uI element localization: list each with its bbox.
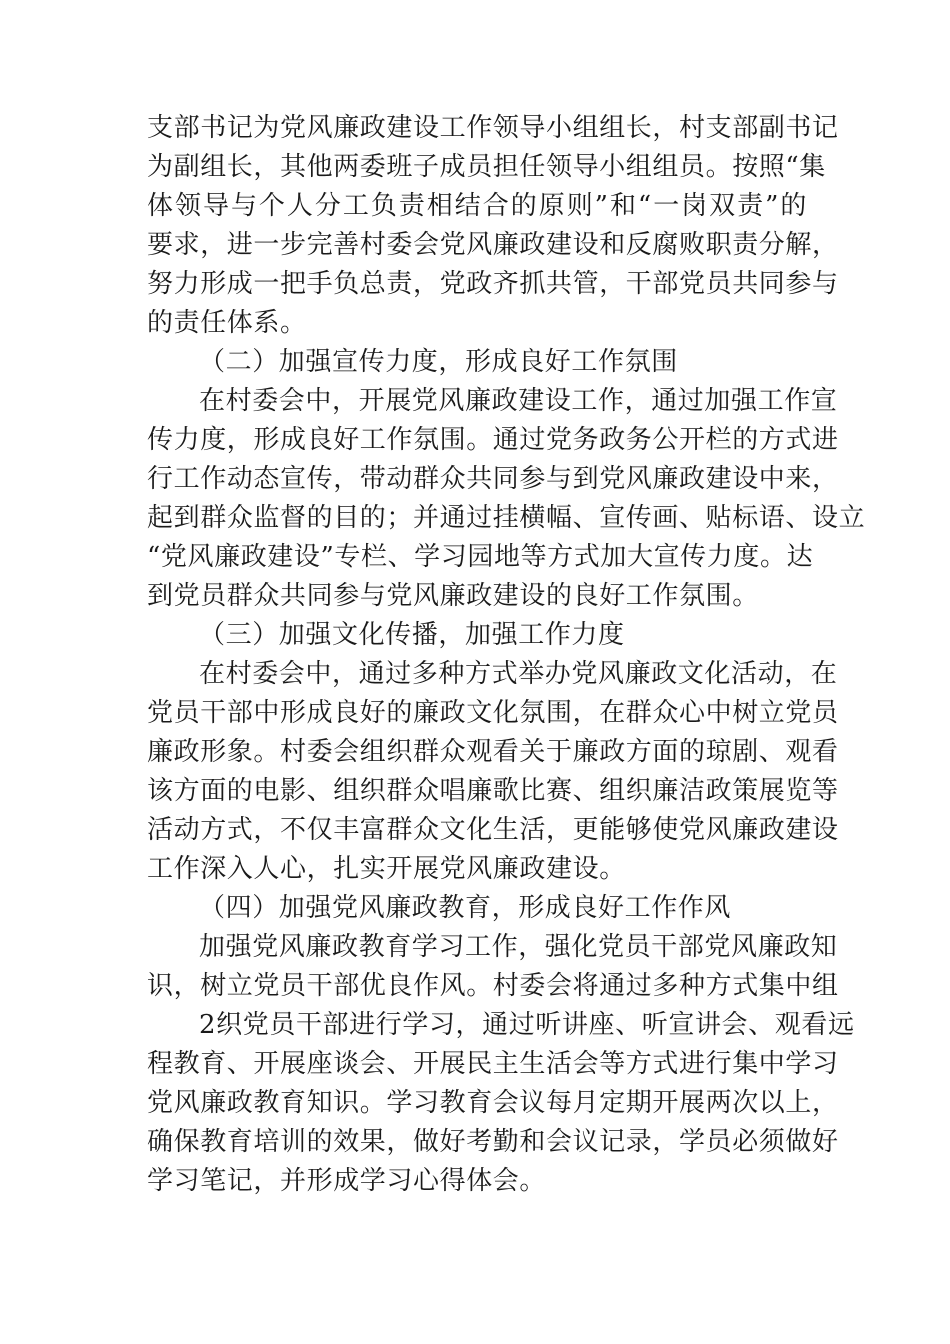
text-line: 活动方式，不仅丰富群众文化生活，更能够使党风廉政建设 [147, 815, 839, 845]
text-line: 努力形成一把手负总责，党政齐抓共管，干部党员共同参与 [147, 269, 839, 299]
text-line: 行工作动态宣传，带动群众共同参与到党风廉政建设中来， [147, 464, 839, 494]
text-line: 党风廉政教育知识。学习教育会议每月定期开展两次以上， [147, 1088, 839, 1118]
text-line: 2织党员干部进行学习，通过听讲座、听宣讲会、观看远 [199, 1010, 855, 1040]
text-line: 工作深入人心，扎实开展党风廉政建设。 [147, 854, 626, 884]
text-line: 传力度，形成良好工作氛围。通过党务政务公开栏的方式进 [147, 425, 839, 455]
text-line: 党员干部中形成良好的廉政文化氛围，在群众心中树立党员 [147, 698, 839, 728]
text-line: 体领导与个人分工负责相结合的原则”和“一岗双责”的 [147, 191, 807, 221]
text-line: 的责任体系。 [147, 308, 307, 338]
text-line: 学习笔记，并形成学习心得体会。 [147, 1166, 547, 1196]
text-line: 程教育、开展座谈会、开展民主生活会等方式进行集中学习 [147, 1049, 839, 1079]
text-line: 确保教育培训的效果，做好考勤和会议记录，学员必须做好 [147, 1127, 839, 1157]
text-line: 支部书记为党风廉政建设工作领导小组组长，村支部副书记 [147, 113, 839, 143]
text-line: 廉政形象。村委会组织群众观看关于廉政方面的琼剧、观看 [147, 737, 839, 767]
text-line: 识，树立党员干部优良作风。村委会将通过多种方式集中组 [147, 971, 839, 1001]
text-line: 要求，进一步完善村委会党风廉政建设和反腐败职责分解， [147, 230, 839, 260]
text-line: 为副组长，其他两委班子成员担任领导小组组员。按照“集 [147, 152, 826, 182]
text-line: 该方面的电影、组织群众唱廉歌比赛、组织廉洁政策展览等 [147, 776, 839, 806]
section-heading: （二）加强宣传力度，形成良好工作氛围 [199, 347, 678, 377]
text-line: 在村委会中，开展党风廉政建设工作，通过加强工作宣 [199, 386, 838, 416]
section-heading: （三）加强文化传播，加强工作力度 [199, 620, 625, 650]
text-line: 在村委会中，通过多种方式举办党风廉政文化活动，在 [199, 659, 838, 689]
text-line: 加强党风廉政教育学习工作，强化党员干部党风廉政知 [199, 932, 838, 962]
section-heading: （四）加强党风廉政教育，形成良好工作作风 [199, 893, 732, 923]
text-line: 到党员群众共同参与党风廉政建设的良好工作氛围。 [147, 581, 759, 611]
text-line: 起到群众监督的目的；并通过挂横幅、宣传画、贴标语、设立 [147, 503, 866, 533]
text-line: “党风廉政建设”专栏、学习园地等方式加大宣传力度。达 [147, 542, 814, 572]
